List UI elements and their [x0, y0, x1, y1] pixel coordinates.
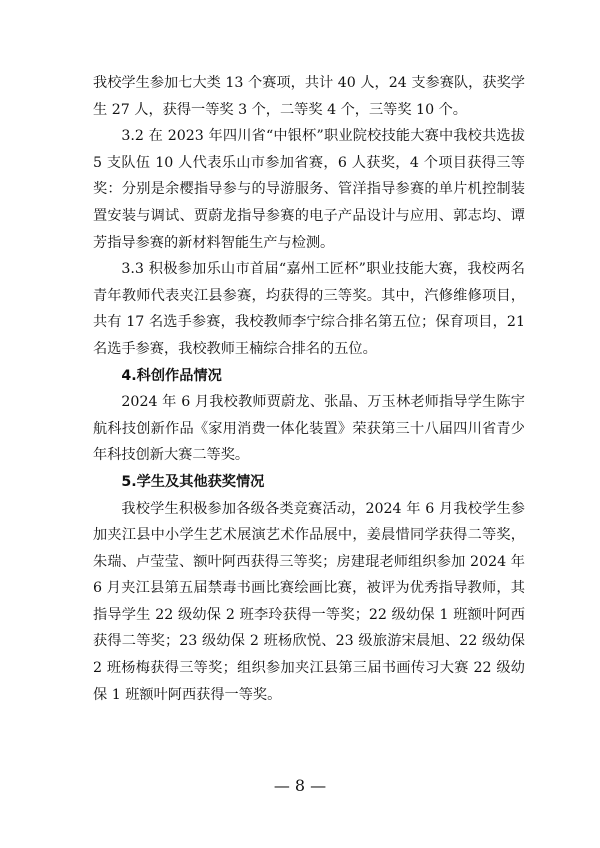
paragraph-3-2: 3.2 在 2023 年四川省“中银杯”职业院校技能大赛中我校共选拔 5 支队伍 10 人代表乐山市参加省赛，6 人获奖，4 个项目获得三等奖：分别是余樱指导参与的导游服务、管洋指导参赛的单片机控制装置安装与调试、贾蔚龙指导参赛的电子产品设计与应用、郭志均、谭芳指导参赛的新材料智能生产与检测。: [93, 128, 525, 251]
section-heading-5: 5.学生及其他获奖情况: [121, 473, 265, 490]
page-number: — 8 —: [273, 776, 327, 795]
section-heading-4: 4.科创作品情况: [121, 367, 222, 384]
paragraph-5: 我校学生积极参加各级各类竞赛活动，2024 年 6 月我校学生参加夹江县中小学生艺术展演艺术作品展中，姜晨惜同学获得二等奖，朱瑞、卢莹莹、额叶阿西获得三等奖；房建琨老师组织参加 2024 年 6 月夹江县第五届禁毒书画比赛绘画比赛，被评为优秀指导教师，其指导学生 22 级幼保 2 班李玲获得一等奖；22 级幼保 1 班额叶阿西获得二等奖；23 级幼保 2 班杨欣悦、23 级旅游宋晨旭、22 级幼保 2 班杨梅获得三等奖；组织参加夹江县第三届书画传习大赛 22 级幼保 1 班额叶阿西获得一等奖。: [93, 500, 525, 703]
paragraph-3-3: 3.3 积极参加乐山市首届“嘉州工匠杯”职业技能大赛，我校两名青年教师代表夹江县参赛，均获得的三等奖。其中，汽修维修项目，共有 17 名选手参赛，我校教师李宁综合排名第五位；保育项目，21 名选手参赛，我校教师王楠综合排名的五位。: [93, 261, 525, 357]
paragraph-3-1-continued: 我校学生参加七大类 13 个赛项，共计 40 人，24 支参赛队，获奖学生 27 人，获得一等奖 3 个，二等奖 4 个，三等奖 10 个。: [93, 75, 525, 118]
paragraph-4: 2024 年 6 月我校教师贾蔚龙、张晶、万玉林老师指导学生陈宇航科技创新作品《家用消费一体化装置》荣获第三十八届四川省青少年科技创新大赛二等奖。: [93, 394, 525, 464]
body-text: [93, 70, 525, 708]
